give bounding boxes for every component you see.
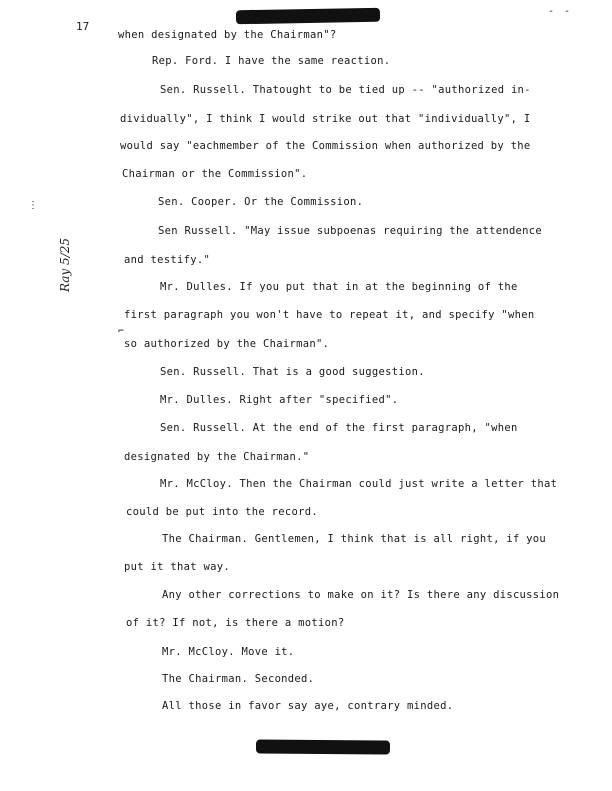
transcript-line: Sen. Russell. That is a good suggestion. [160,366,425,378]
corner-mark: - - [548,6,573,17]
transcript-line: and testify." [124,254,211,266]
transcript-line: The Chairman. Seconded. [162,673,315,685]
transcript-line: so authorized by the Chairman". [124,338,330,350]
transcript-line: Sen. Cooper. Or the Commission. [158,196,364,208]
transcript-line: Sen Russell. "May issue subpoenas requiring the attendence [158,225,543,237]
transcript-line: put it that way. [124,561,230,573]
redaction-bar-top [236,8,380,25]
transcript-line: Sen. Russell. Thatought to be tied up -- "authorized in- [160,84,531,96]
transcript-line: could be put into the record. [126,506,319,518]
page-number: 17 [76,20,90,33]
transcript-line: The Chairman. Gentlemen, I think that is all right, if you [162,533,547,545]
transcript-line: of it? If not, is there a motion? [126,617,345,629]
transcript-line: designated by the Chairman." [124,451,310,463]
transcript-line: would say "eachmember of the Commission when authorized by the [120,140,531,152]
transcript-line: Mr. McCloy. Move it. [162,646,295,658]
transcript-line: dividually", I think I would strike out that "individually", I [120,113,531,125]
redaction-bar-bottom [256,739,390,754]
transcript-line: All those in favor say aye, contrary minded. [162,700,454,712]
transcript-line: Sen. Russell. At the end of the first paragraph, "when [160,422,518,434]
transcript-line: Any other corrections to make on it? Is there any discussion [162,589,560,601]
transcript-line: Mr. McCloy. Then the Chairman could just write a letter that [160,478,558,490]
transcript-line: first paragraph you won't have to repeat it, and specify "when [124,309,535,321]
handwritten-annotation: Ray 5/25 [58,237,72,292]
transcript-line: Chairman or the Commission". [122,168,308,180]
margin-mark-left: ⋮ [28,200,38,211]
transcript-line: Mr. Dulles. Right after "specified". [160,394,399,406]
margin-mark-right: ⌐ [118,326,125,337]
transcript-line: Rep. Ford. I have the same reaction. [152,55,391,67]
transcript-line: when designated by the Chairman"? [118,29,337,41]
transcript-line: Mr. Dulles. If you put that in at the beginning of the [160,281,518,293]
